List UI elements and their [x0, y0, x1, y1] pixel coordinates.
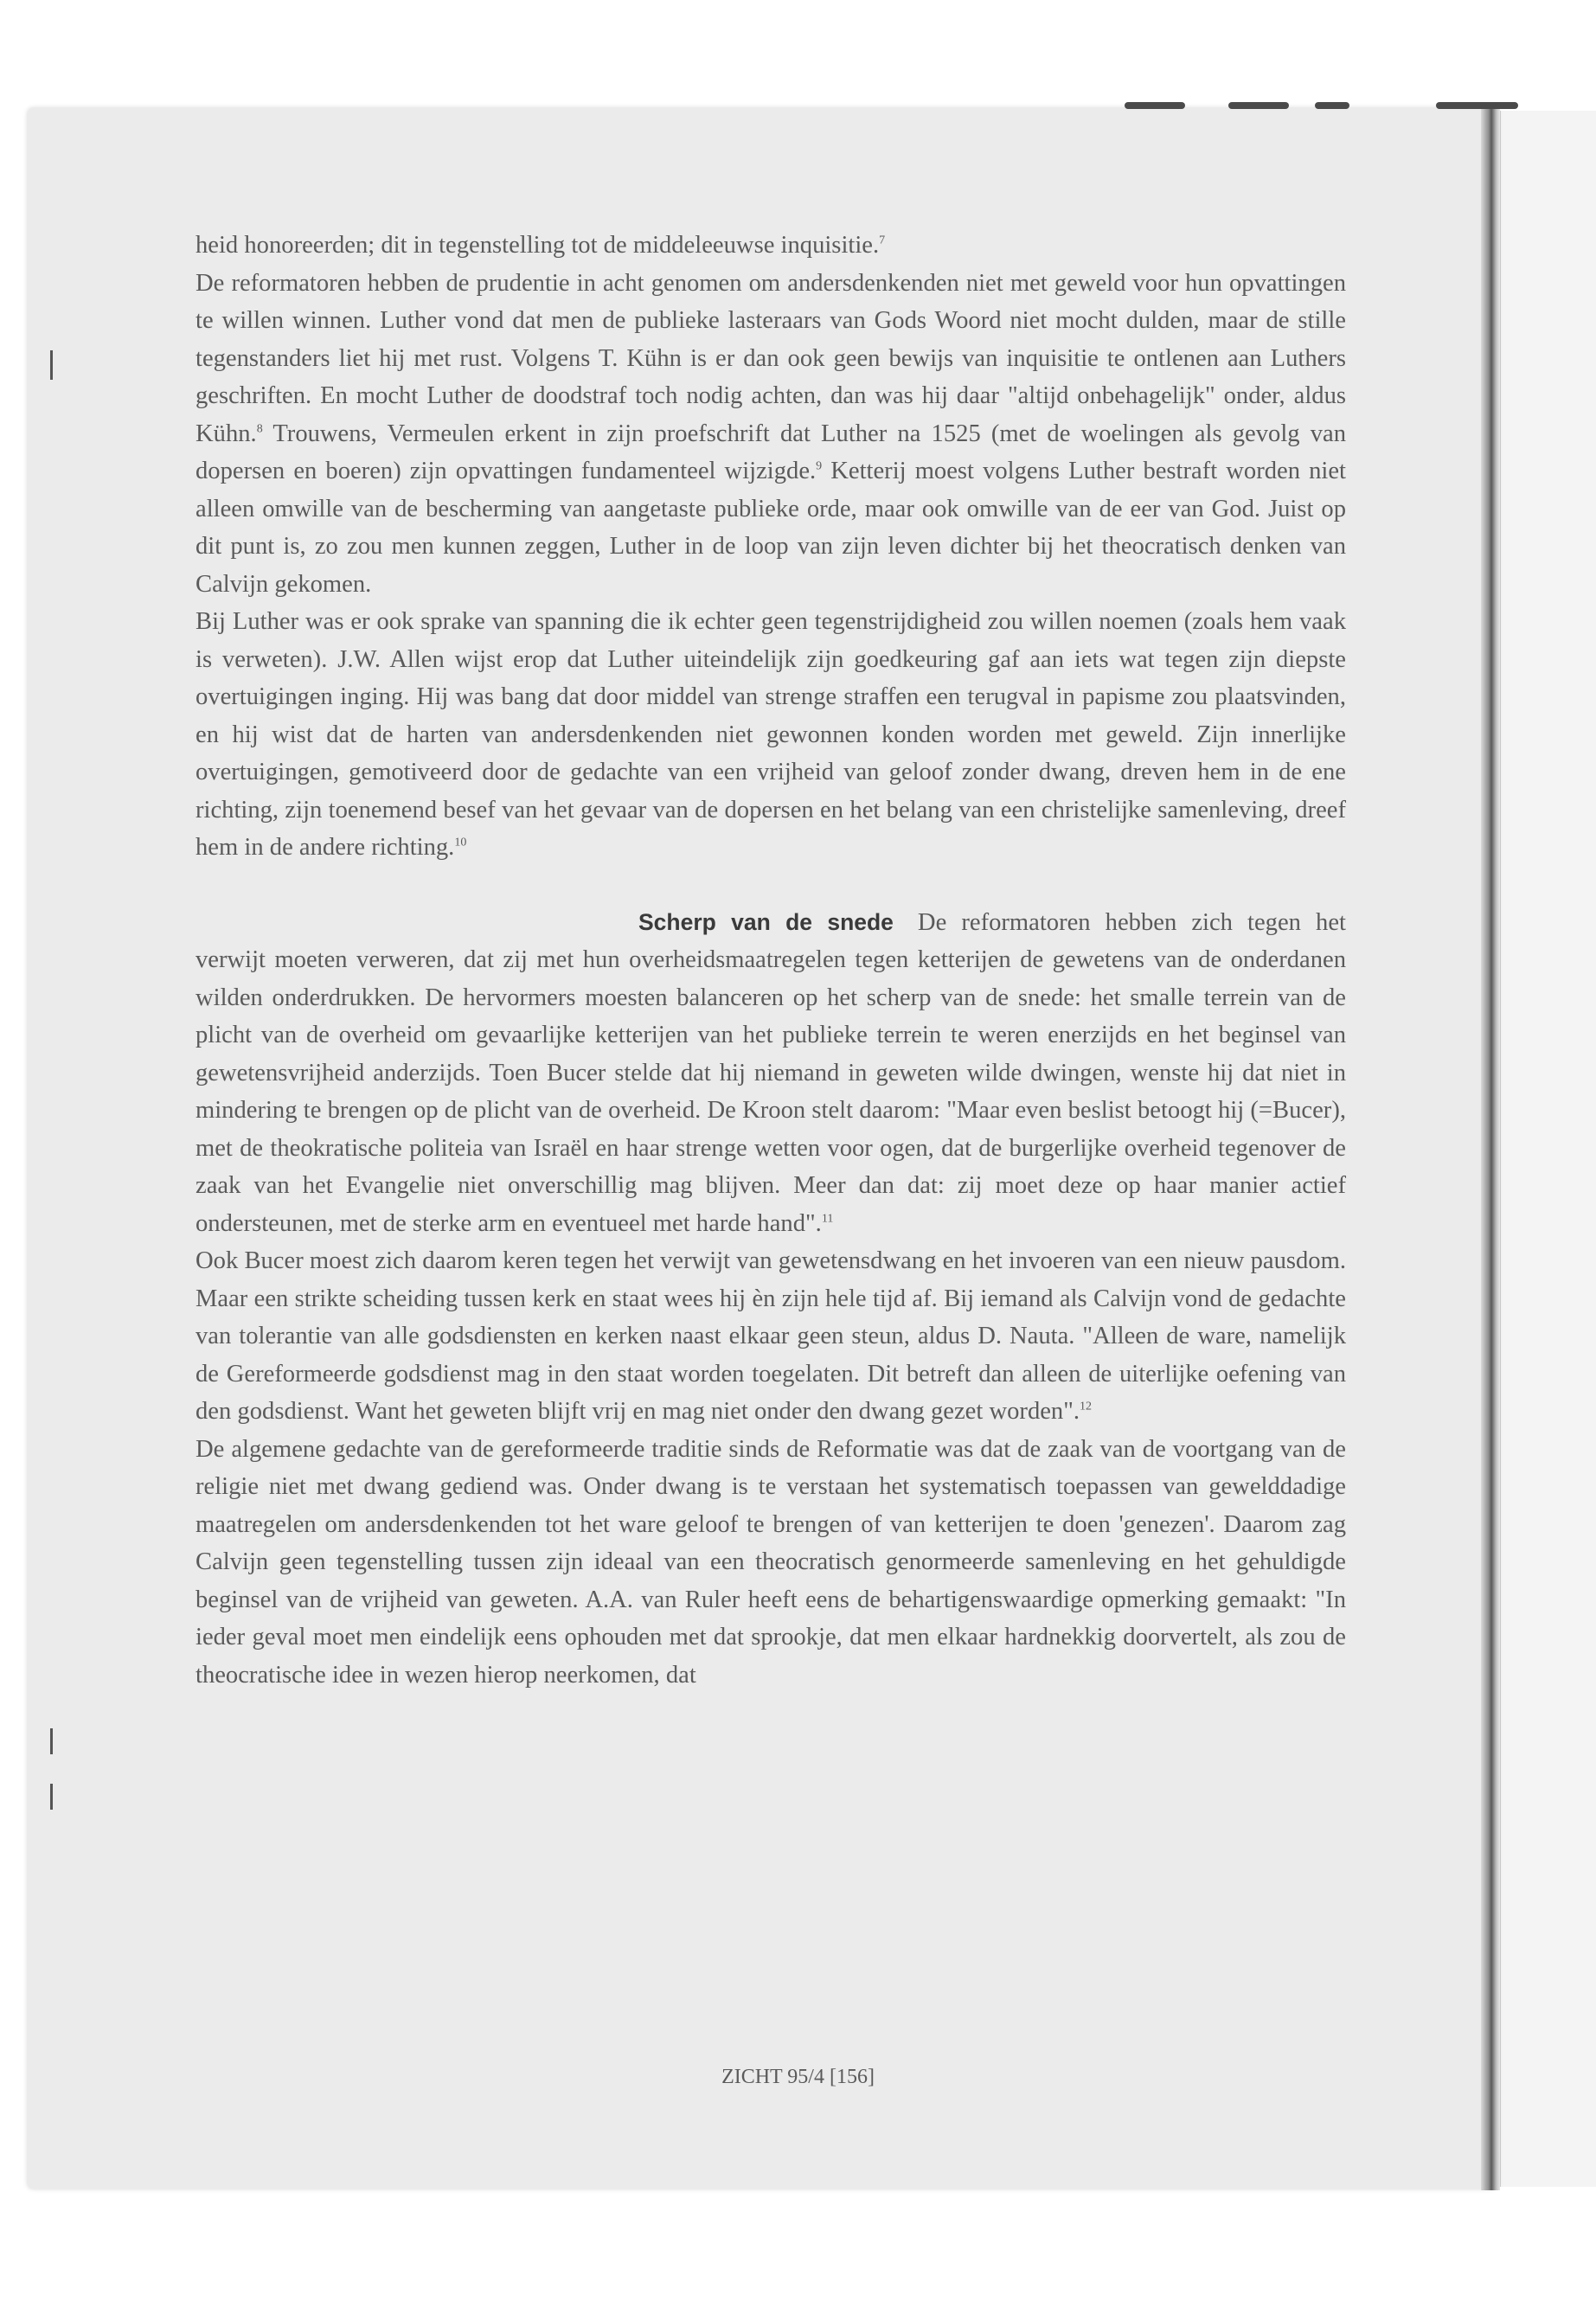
- section-gap: [195, 867, 1346, 904]
- section-heading: Scherp van de snede: [638, 908, 894, 935]
- top-edge-shadow: [1315, 102, 1349, 109]
- margin-mark: [50, 1784, 53, 1810]
- paragraph: De algemene gedachte van de gereformeerde traditie sinds de Reformatie was dat de zaak van de voortgang van de religie niet met dwang gediend was. Onder dwang is te verstaan het systematisch toepassen van gewelddadige maatregelen om andersdenkenden tot het ware geloof te brengen of van ketterijen te doen 'genezen'. Daarom zag Calvijn geen tegenstelling tussen zijn ideaal van een theocratisch genormeerde samenleving en het gehuldigde beginsel van de vrijheid van geweten. A.A. van Ruler heeft eens de behartigenswaardige opmerking gemaakt: "In ieder geval moet men eindelijk eens ophouden met dat sprookje, dat men elkaar hardnekkig doorvertelt, als zou de theocratische idee in wezen hierop neerkomen, dat: [195, 1435, 1346, 1689]
- page-folio: ZICHT 95/4 [156]: [721, 2066, 875, 2088]
- paragraph: De reformatoren hebben de prudentie in acht genomen om andersdenkenden niet met geweld voor hun opvattingen te willen winnen. Luther vond dat men de publieke lasteraars van Gods Woord niet mocht dulden, maar de stille tegenstanders liet hij met rust. Volgens T. Kühn is er dan ook geen bewijs van inquisitie te ontlenen aan Luthers geschriften. En mocht Luther de doodstraf toch nodig achten, dan was hij daar "altijd onbehagelijk" onder, aldus Kühn.$^8$ Trouwens, Vermeulen erkent in zijn proefschrift dat Luther na 1525 (met de woelingen als gevolg van dopersen en boeren) zijn opvattingen fundamenteel wijzigde.$^9$ Ketterij moest volgens Luther bestraft worden niet alleen omwille van de bescherming van aangetaste publieke orde, maar ook omwille van de eer van God. Juist op dit punt is, zo zou men kunnen zeggen, Luther in de loop van zijn leven dichter bij het theocratisch denken van Calvijn gekomen.: [195, 269, 1346, 598]
- article-body: [195, 227, 1346, 1694]
- footnote-ref: 11: [821, 1211, 834, 1225]
- footnote-ref: 7: [879, 234, 886, 247]
- top-edge-shadow: [1125, 102, 1185, 109]
- footnote-ref: 10: [454, 836, 467, 849]
- paragraph: Ook Bucer moest zich daarom keren tegen het verwijt van gewetensdwang en het invoeren van een nieuw pausdom. Maar een strikte scheiding tussen kerk en staat wees hij èn zijn hele tijd af. Bij iemand als Calvijn vond de gedachte van tolerantie van alle godsdiensten en kerken naast elkaar geen steun, aldus D. Nauta. "Alleen de ware, namelijk de Gereformeerde godsdienst mag in den staat worden toegelaten. Dit betreft dan alleen de uiterlijke oefening van den godsdienst. Want het geweten blijft vrij en mag niet onder den dwang gezet worden".$^{12}$: [195, 1247, 1346, 1425]
- paragraph: heid honoreerden; dit in tegenstelling tot de middeleeuwse inquisitie.$^7$: [195, 232, 886, 259]
- paragraph: Bij Luther was er ook sprake van spanning die ik echter geen tegenstrijdigheid zou willen noemen (zoals hem vaak is verweten). J.W. Allen wijst erop dat Luther uiteindelijk zijn goedkeuring gaf aan iets wat tegen zijn diepste overtuigingen inging. Hij was bang dat door middel van strenge straffen een terugval in papisme zou plaatsvinden, en hij wist dat de harten van andersdenkenden niet gewonnen konden worden met geweld. Zijn innerlijke overtuigingen, gemotiveerd door de gedachte van een vrijheid van geloof zonder dwang, dreven hem in de ene richting, zijn toenemend besef van het gevaar van de dopersen en het belang van een christelijke samenleving, dreef hem in de andere richting.$^{10}$: [195, 608, 1346, 861]
- margin-mark: [50, 350, 53, 380]
- footnote-ref: 8: [256, 421, 263, 435]
- adjacent-page-edge: [1500, 111, 1596, 2187]
- footnote-ref: 12: [1080, 1400, 1093, 1413]
- top-edge-shadow: [1228, 102, 1289, 109]
- margin-mark: [50, 1728, 53, 1754]
- section-lead-paragraph: Scherp van de snede De reformatoren hebben zich tegen het verwijt moeten verweren, dat zij met hun overheidsmaatregelen tegen ketterijen de gewetens van de onderdanen wilden onderdrukken. De hervormers moesten balanceren op het scherp van de snede: het smalle terrein van de plicht van de overheid om gevaarlijke ketterijen van het publieke terrein te weren enerzijds en het beginsel van gewetensvrijheid anderzijds. Toen Bucer stelde dat hij niemand in geweten wilde dwingen, wenste hij dat niet in mindering te brengen op de plicht van de overheid. De Kroon stelt daarom: "Maar even beslist betoogt hij (=Bucer), met de theokratische politeia van Israël en haar strenge wetten voor ogen, dat de burgerlijke overheid tegenover de zaak van het Evangelie niet onverschillig mag blijven. Meer dan dat: zij moet deze op haar manier actief ondersteunen, met de sterke arm en eventueel met harde hand".$^{11}$: [195, 908, 1346, 1237]
- binding-shadow: [1481, 106, 1500, 2190]
- top-edge-shadow: [1436, 102, 1518, 109]
- footnote-ref: 9: [816, 459, 823, 473]
